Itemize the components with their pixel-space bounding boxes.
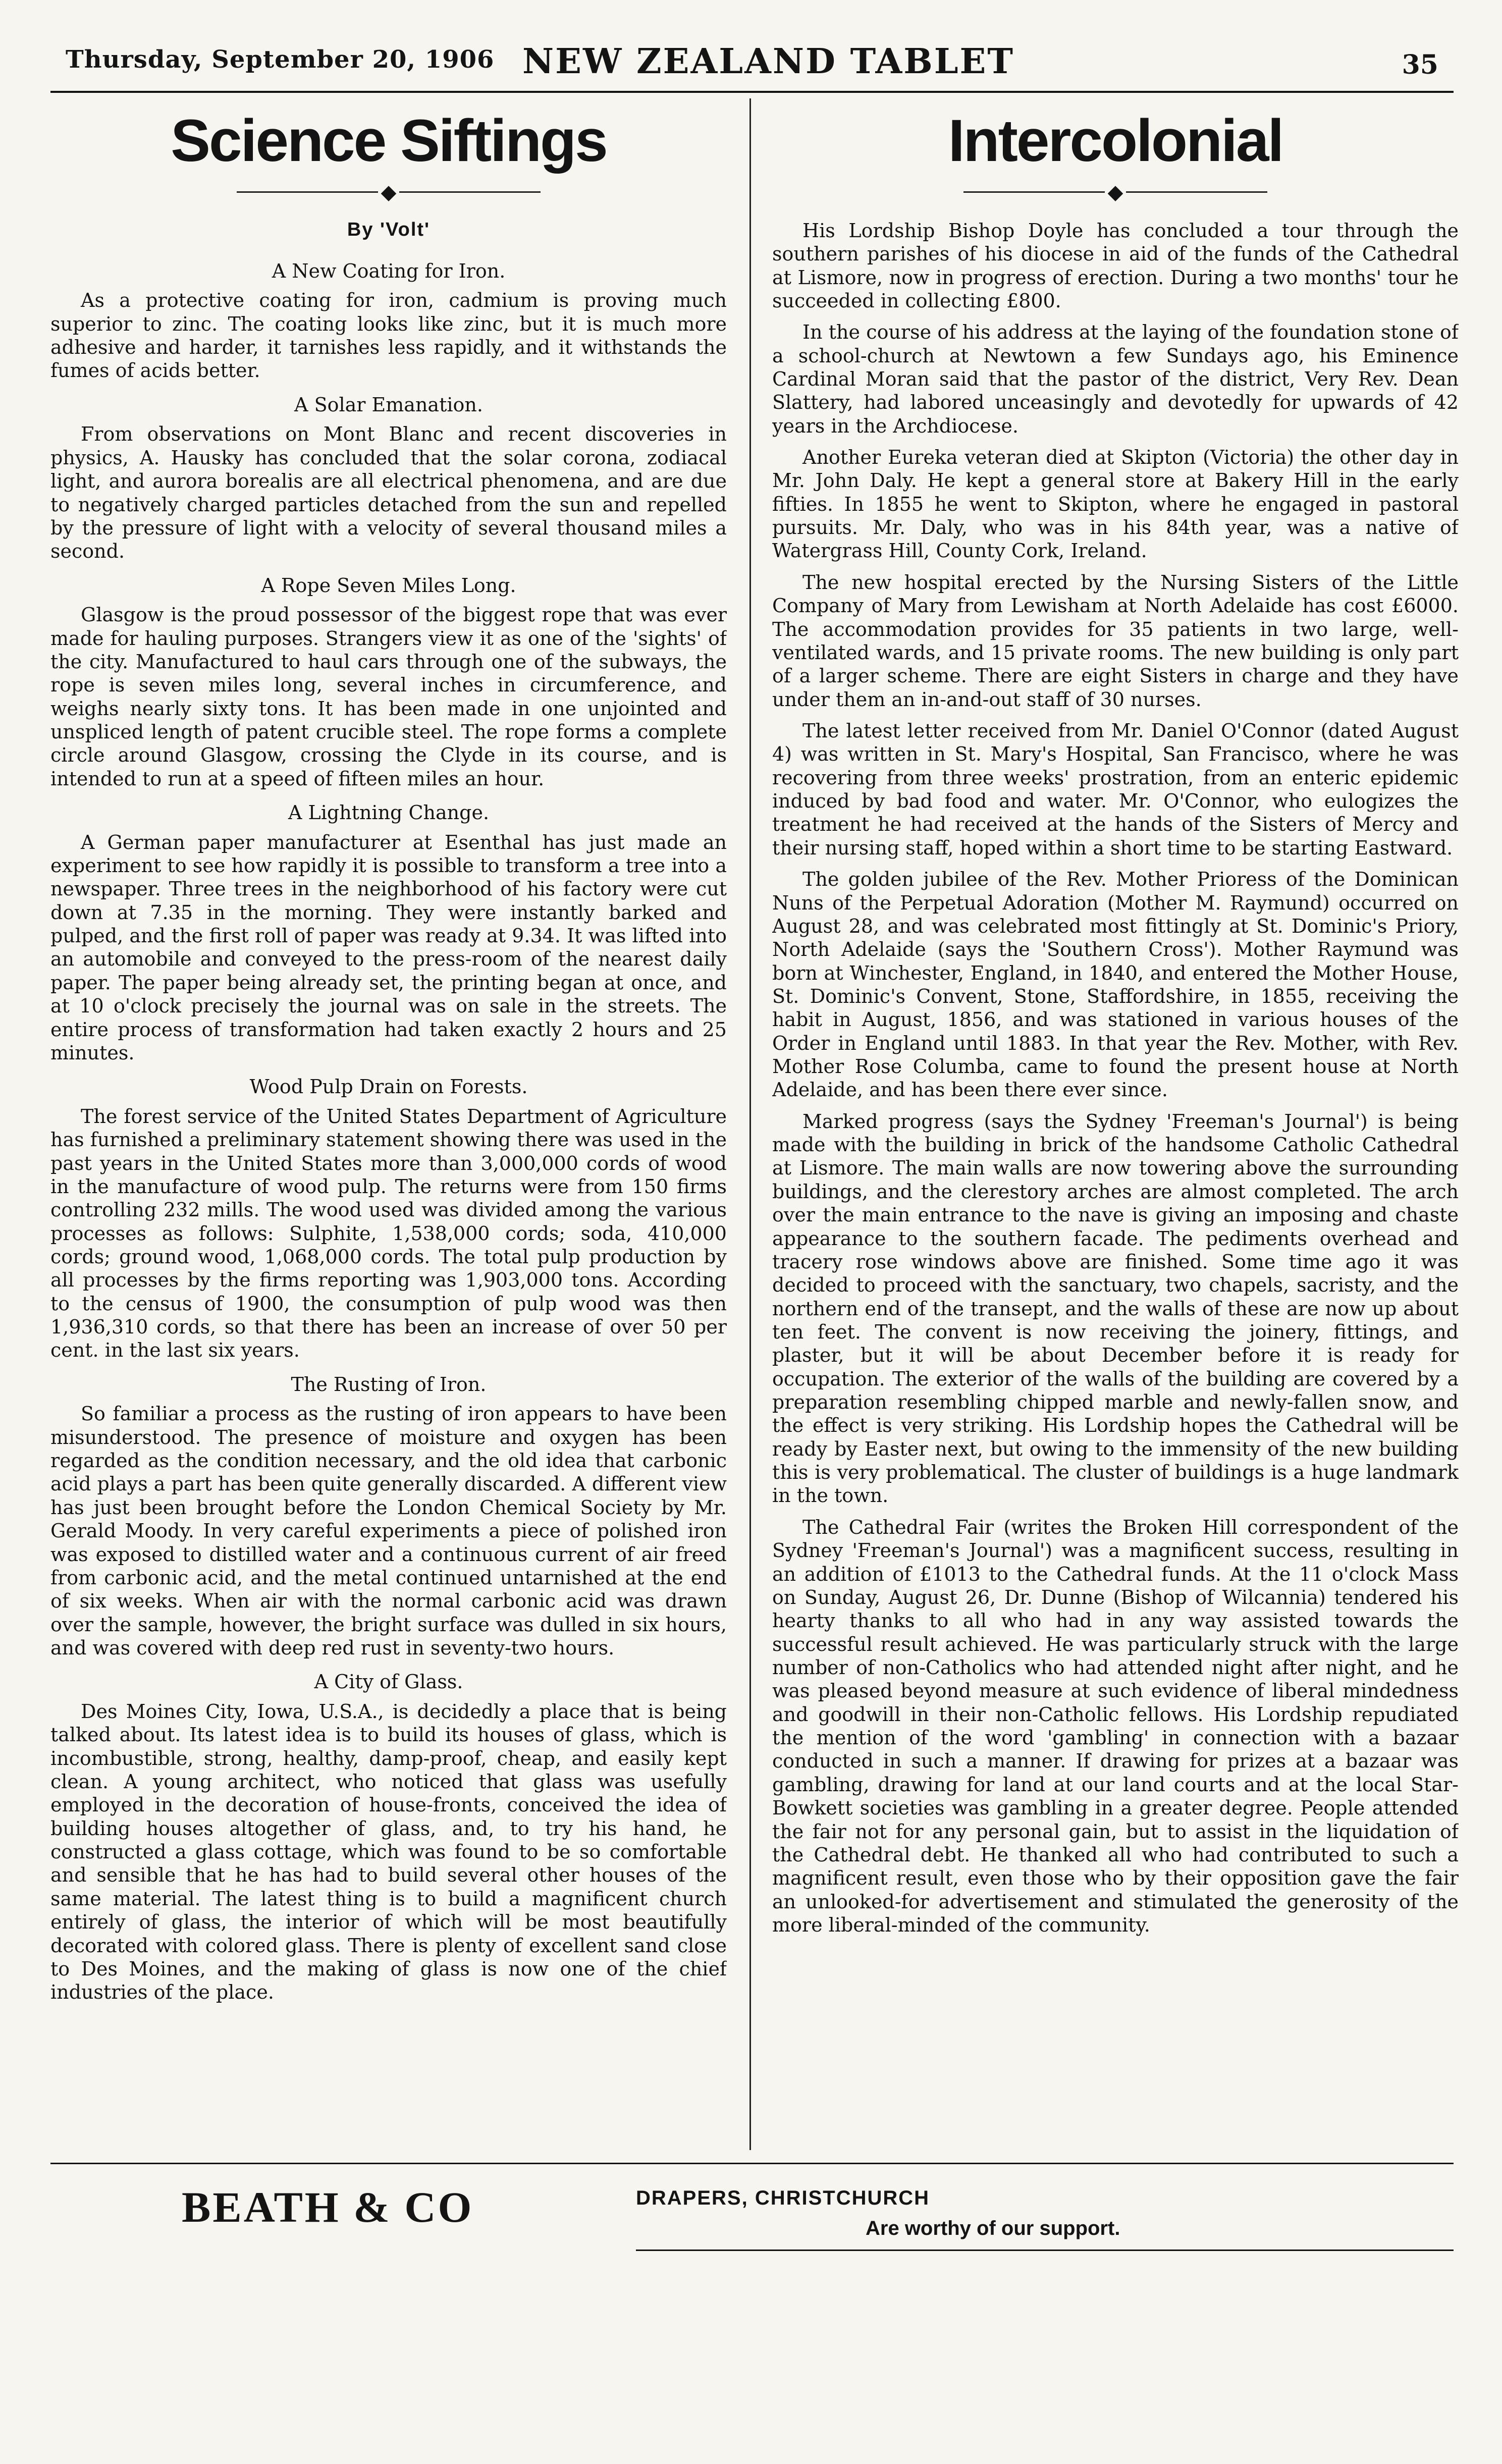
article-paragraph: A German paper manufacturer at Esenthal has just made an experiment to see how rapidly it is possible to transform a tree into a newspaper. Three trees in the neighborhood of his factory were cut down at 7.35 in the morning. They were instantly barked and pulped, and the first roll of paper was ready at 9.34. It was lifted into an automobile and conveyed to the press-room of the nearest daily paper. The paper being already set, the printing began at once, and at 10 o'clock precisely the journal was on sale in the streets. The entire process of transformation had taken exactly 2 hours and 25 minutes. <box>50 831 727 1064</box>
news-paragraph: His Lordship Bishop Doyle has concluded a tour through the southern parishes of his diocese in aid of the funds of the Cathedral at Lismore, now in progress of erection. During a two months' tour he succeeded in collecting £800. <box>772 219 1459 312</box>
article-heading: A Solar Emanation. <box>294 393 483 416</box>
article-heading: A Lightning Change. <box>288 801 490 824</box>
byline: By 'Volt' <box>347 219 431 240</box>
article-heading: A New Coating for Iron. <box>272 259 506 282</box>
issue-date: Thursday, September 20, 1906 <box>66 45 495 74</box>
footer-underline <box>636 2249 1454 2251</box>
article-paragraph: The forest service of the United States Department of Agriculture has furnished a preliminary statement showing there was used in the past years in the United States more than 3,000,000 cords of wood in the manufacture of wood pulp. The returns were from 150 firms controlling 232 mills. The wood used was divided among the various processes as follows: Sulphite, 1,538,000 cords; soda, 410,000 cords; ground wood, 1,068,000 cords. The total pulp production by all processes by the firms reporting was 1,903,000 tons. According to the census of 1900, the consumption of pulp wood was then 1,936,310 cords, so that there has been an increase of over 50 per cent. in the last six years. <box>50 1105 727 1362</box>
footer-rule <box>50 2163 1454 2164</box>
header-rule <box>50 91 1454 93</box>
article-paragraph: As a protective coating for iron, cadmium is proving much superior to zinc. The coating looks like zinc, but it is much more adhesive and harder, it tarnishes less rapidly, and it withstands the fumes of acids better. <box>50 289 727 382</box>
article-heading: The Rusting of Iron. <box>291 1373 487 1396</box>
column-divider <box>749 98 751 2150</box>
diamond-ornament-icon: ◆ <box>381 180 397 204</box>
news-paragraph: The golden jubilee of the Rev. Mother Prioress of the Dominican Nuns of the Perpetual Adoration (Mother M. Raymund) occurred on August 28, and was celebrated most fittingly at St. Dominic's Priory, North Adelaide (says the 'Southern Cross'). Mother Raymund was born at Winchester, England, in 1840, and entered the Mother House, St. Dominic's Convent, Stone, Staffordshire, in 1855, receiving the habit in August, 1856, and was stationed in various houses of the Order in England until 1883. In that year the Rev. Mother, with Rev. Mother Rose Columba, came to found the present house at North Adelaide, and has been there ever since. <box>772 868 1459 1101</box>
title-ornament <box>50 179 727 204</box>
article-paragraph: From observations on Mont Blanc and recent discoveries in physics, A. Hausky has concluded that the solar corona, zodiacal light, and aurora borealis are all electrical phenomena, and are due to negatively charged particles detached from the sun and repelled by the pressure of light with a velocity of several thousand miles a second. <box>50 423 727 563</box>
news-paragraph: The Cathedral Fair (writes the Broken Hill correspondent of the Sydney 'Freeman's Journal') was a magnificent success, resulting in an addition of £1013 to the Cathedral funds. At the 11 o'clock Mass on Sunday, August 26, Dr. Dunne (Bishop of Wilcannia) tendered his hearty thanks to all who had in any way assisted towards the successful result achieved. He was particularly struck with the large number of non-Catholics who had attended night after night, and he was pleased beyond measure at such evidence of liberal mindedness and goodwill in their non-Catholic fellows. His Lordship repudiated the mention of the word 'gambling' in connection with a bazaar conducted in such a manner. If drawing for prizes at a bazaar was gambling, drawing for land at our land courts and at the local Star-Bowkett societies was gambling in a greater degree. People attended the fair not for any personal gain, but to assist in the liquidation of the Cathedral debt. He thanked all who had contributed to such a magnificent result, even those who by their opposition gave the fair an unlooked-for advertisement and stimulated the generosity of the more liberal-minded of the community. <box>772 1516 1459 1936</box>
diamond-ornament-icon: ◆ <box>1107 180 1123 204</box>
news-paragraph: Another Eureka veteran died at Skipton (Victoria) the other day in Mr. John Daly. He kept a general store at Bakery Hill in the early fifties. In 1855 he went to Skipton, where he engaged in pastoral pursuits. Mr. Daly, who was in his 84th year, was a native of Watergrass Hill, County Cork, Ireland. <box>772 446 1459 562</box>
title-ornament <box>772 179 1459 204</box>
article-paragraph: So familiar a process as the rusting of iron appears to have been misunderstood. The presence of moisture and oxygen has been regarded as the condition necessary, and the old idea that carbonic acid plays a part has been quite generally discarded. A different view has just been brought before the London Chemical Society by Mr. Gerald Moody. In very careful experiments a piece of polished iron was exposed to distilled water and a continuous current of air freed from carbonic acid, and the metal continued untarnished at the end of six weeks. When air with the normal carbonic acid was drawn over the sample, however, the bright surface was dulled in six hours, and was covered with deep red rust in seventy-two hours. <box>50 1403 727 1659</box>
article-paragraph: Des Moines City, Iowa, U.S.A., is decidedly a place that is being talked about. Its latest idea is to build its houses of glass, which is incombustible, strong, healthy, damp-proof, cheap, and easily kept clean. A young architect, who noticed that glass was usefully employed in the decoration of house-fronts, conceived the idea of building houses altogether of glass, and, to try his hand, he constructed a glass cottage, which was found to be so comfortable and sensible that he has had to build several other houses of the same material. The latest thing is to build a magnificent church entirely of glass, the interior of which will be most beautifully decorated with colored glass. There is plenty of excellent sand close to Des Moines, and the making of glass is now one of the chief industries of the place. <box>50 1700 727 2004</box>
article-heading: Wood Pulp Drain on Forests. <box>249 1076 528 1098</box>
publication-title: NEW ZEALAND TABLET <box>522 41 1014 82</box>
science-siftings-column <box>50 103 727 2148</box>
news-paragraph: The latest letter received from Mr. Daniel O'Connor (dated August 4) was written in St. Mary's Hospital, San Francisco, where he was recovering from three weeks' prostration, from an enteric epidemic induced by bad food and water. Mr. O'Connor, who eulogizes the treatment he had received at the hands of the Sisters of Mercy and their nursing staff, hoped within a short time to be starting Eastward. <box>772 719 1459 859</box>
advertiser-slogan: Are worthy of our support. <box>866 2217 1120 2239</box>
column-title: Science Siftings <box>171 108 607 174</box>
article-heading: A Rope Seven Miles Long. <box>261 574 516 597</box>
page-header <box>50 20 1454 96</box>
news-paragraph: Marked progress (says the Sydney 'Freeman's Journal') is being made with the building in brick of the handsome Catholic Cathedral at Lismore. The main walls are now towering above the surrounding buildings, and the clerestory arches are almost completed. The arch over the main entrance to the nave is giving an imposing and chaste appearance to the southern facade. The pediments overhead and tracery rose windows above are finished. Some time ago it was decided to proceed with the sanctuary, two chapels, sacristy, and the northern end of the transept, and the walls of these are now up about ten feet. The convent is now receiving the joinery, fittings, and plaster, but it will be about December before it is ready for occupation. The exterior of the walls of the building are covered by a preparation resembling chipped marble and newly-fallen snow, and the effect is very striking. His Lordship hopes the Cathedral will be ready by Easter next, but owing to the immensity of the new building this is very problematical. The cluster of buildings is a huge landmark in the town. <box>772 1110 1459 1507</box>
article-heading: A City of Glass. <box>314 1671 463 1693</box>
intercolonial-column <box>772 103 1459 2148</box>
advertisement-footer <box>50 2163 1454 2324</box>
page-number: 35 <box>1402 49 1438 80</box>
column-title: Intercolonial <box>948 108 1283 174</box>
news-paragraph: The new hospital erected by the Nursing Sisters of the Little Company of Mary from Lewisham at North Adelaide has cost £6000. The accommodation provides for 35 patients in two large, well-ventilated wards, and 15 private rooms. The new building is only part of a larger scheme. There are eight Sisters in charge and they have under them an in-and-out staff of 30 nurses. <box>772 571 1459 711</box>
news-paragraph: In the course of his address at the laying of the foundation stone of a school-church at Newtown a few Sundays ago, his Eminence Cardinal Moran said that the pastor of the district, Very Rev. Dean Slattery, had labored unceasingly and devotedly for upwards of 42 years in the Archdiocese. <box>772 321 1459 437</box>
advertiser-name: BEATH & CO <box>182 2183 474 2231</box>
advertiser-trade: DRAPERS, CHRISTCHURCH <box>636 2187 930 2209</box>
article-paragraph: Glasgow is the proud possessor of the biggest rope that was ever made for hauling purposes. Strangers view it as one of the 'sights' of the city. Manufactured to haul cars through one of the subways, the rope is seven miles long, several inches in circumference, and weighs nearly sixty tons. It has been made in one unjointed and unspliced length of patent crucible steel. The rope forms a complete circle around Glasgow, crossing the Clyde in its course, and is intended to run at a speed of fifteen miles an hour. <box>50 604 727 790</box>
